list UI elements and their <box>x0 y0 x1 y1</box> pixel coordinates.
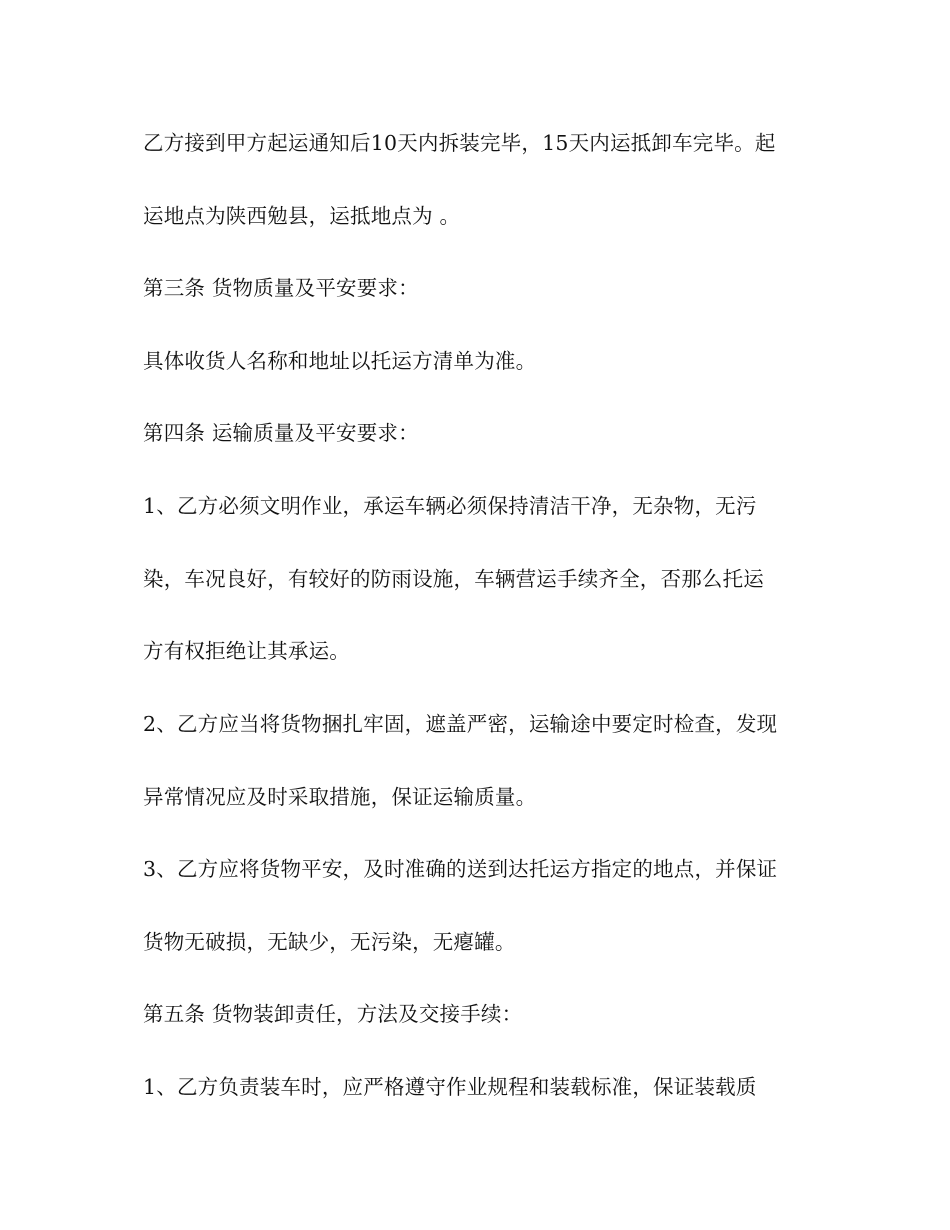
paragraph-line-8: 方有权拒绝让其承运。 <box>143 639 350 663</box>
paragraph-line-7: 染，车况良好，有较好的防雨设施，车辆营运手续齐全，否那么托运 <box>143 567 764 591</box>
paragraph-line-11: 3、乙方应将货物平安，及时准确的送到达托运方指定的地点，并保证 <box>143 857 778 881</box>
paragraph-line-4: 具体收货人名称和地址以托运方清单为准。 <box>143 349 537 373</box>
paragraph-line-14: 1、乙方负责装车时，应严格遵守作业规程和装载标准，保证装载质 <box>143 1075 757 1099</box>
section-heading-4: 第四条 运输质量及平安要求： <box>143 421 419 445</box>
section-heading-5: 第五条 货物装卸责任，方法及交接手续： <box>143 1002 523 1026</box>
paragraph-line-2: 运地点为陕西勉县，运抵地点为 。 <box>143 204 461 228</box>
paragraph-line-6: 1、乙方必须文明作业，承运车辆必须保持清洁干净，无杂物，无污 <box>143 494 757 518</box>
paragraph-line-10: 异常情况应及时采取措施，保证运输质量。 <box>143 785 537 809</box>
section-heading-3: 第三条 货物质量及平安要求： <box>143 276 419 300</box>
paragraph-line-12: 货物无破损，无缺少，无污染，无瘪罐。 <box>143 930 516 954</box>
paragraph-line-1: 乙方接到甲方起运通知后10天内拆装完毕，15天内运抵卸车完毕。起 <box>143 131 776 155</box>
paragraph-line-9: 2、乙方应当将货物捆扎牢固，遮盖严密，运输途中要定时检查，发现 <box>143 712 778 736</box>
